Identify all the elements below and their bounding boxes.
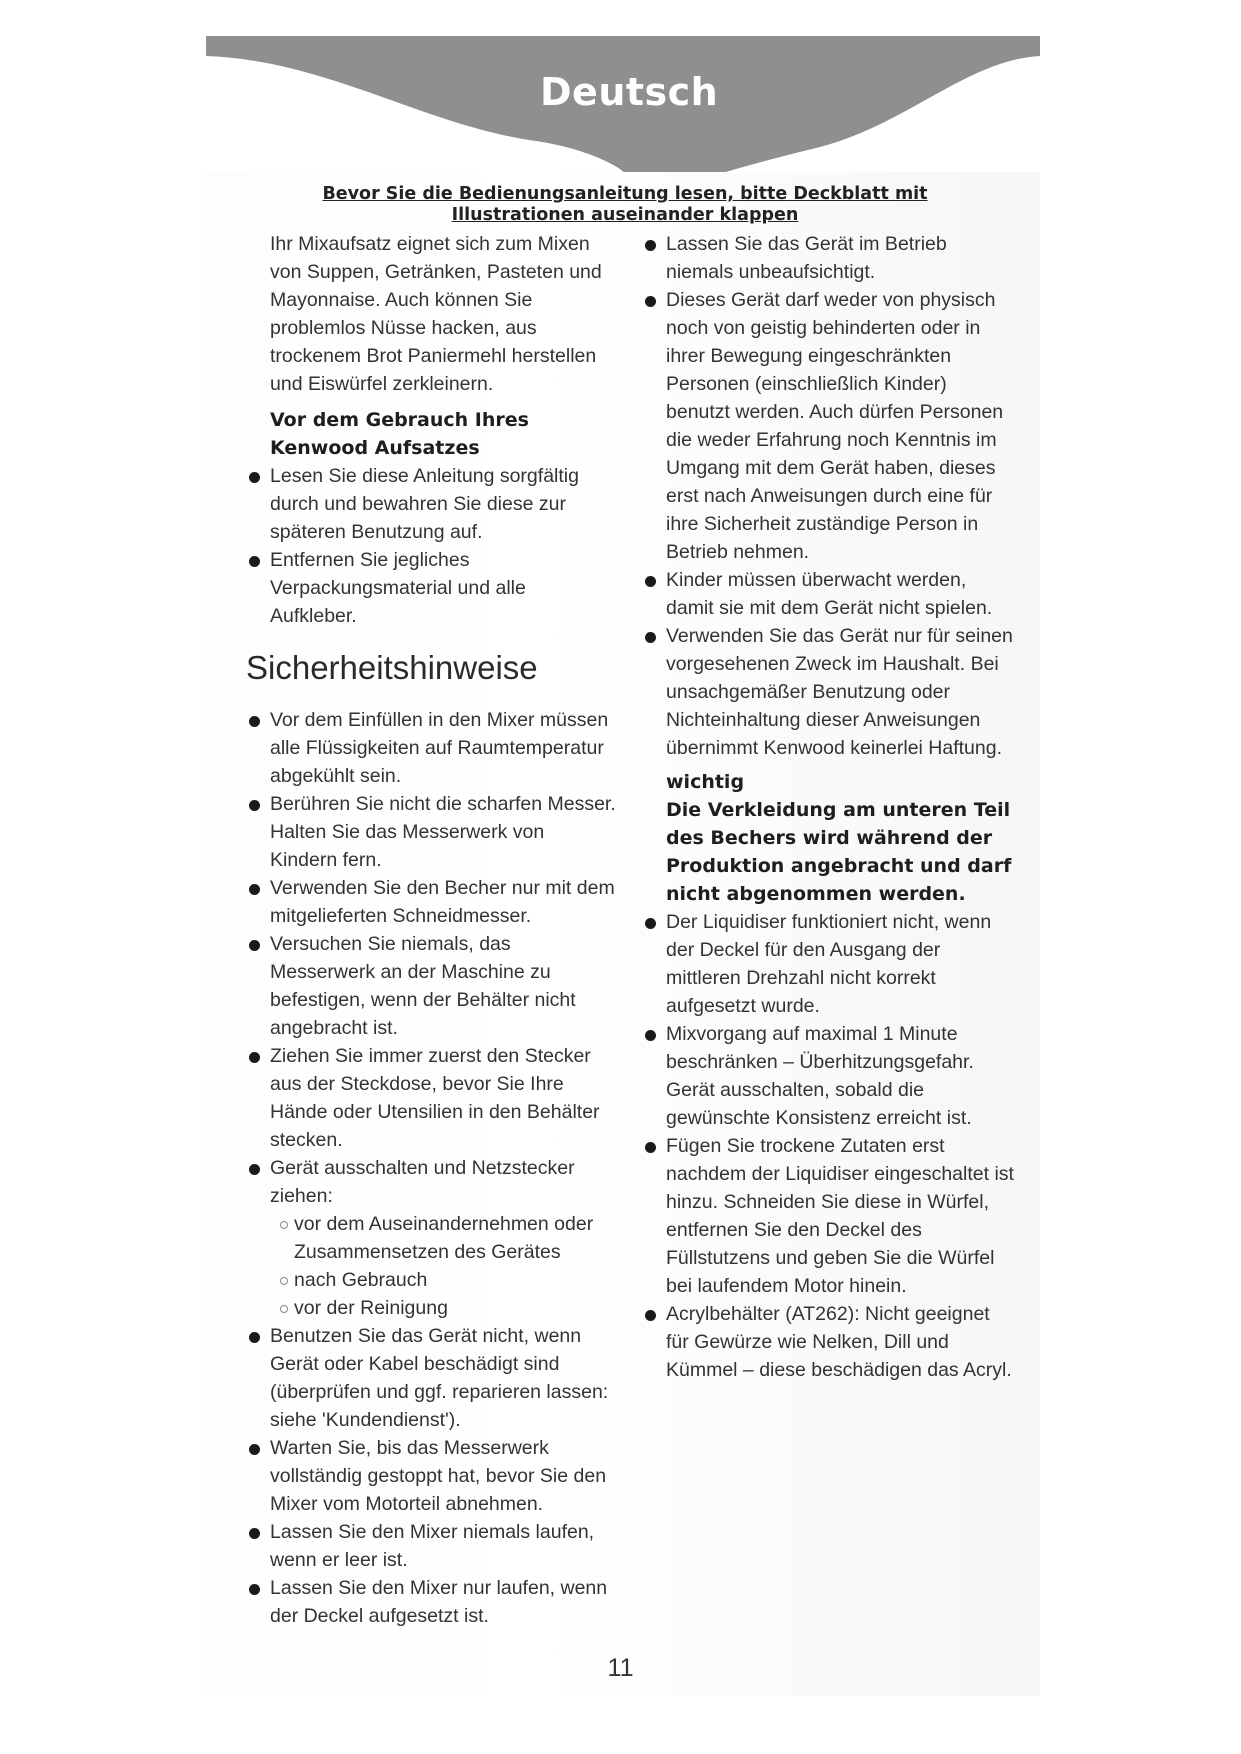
list-item: Dieses Gerät darf weder von physisch noch von geistig behinderten oder in ihrer Bewegung eingeschränkten Personen (einschließlich Kinder) benutzt werden. Auch dürfen Personen die weder Erfahrung noch Kenntnis im Umgang mit dem Gerät haben, dieses erst nach Anweisungen durch eine für ihre Sicherheit zuständige Person in Betrieb nehmen. — [642, 286, 1014, 566]
list-item: Ziehen Sie immer zuerst den Stecker aus der Steckdose, bevor Sie Ihre Hände oder Utensilien in den Behälter stecken. — [246, 1042, 616, 1154]
list-item: Benutzen Sie das Gerät nicht, wenn Gerät oder Kabel beschädigt sind (überprüfen und ggf. reparieren lassen: siehe 'Kundendienst'). — [246, 1322, 616, 1434]
list-item: Lassen Sie das Gerät im Betrieb niemals unbeaufsichtigt. — [642, 230, 1014, 286]
list-item: Acrylbehälter (AT262): Nicht geeignet für Gewürze wie Nelken, Dill und Kümmel – diese beschädigen das Acryl. — [642, 1300, 1014, 1384]
list-item-unplug — [246, 1154, 616, 1322]
sub-list-item: vor der Reinigung — [270, 1294, 616, 1322]
right-column — [642, 230, 1014, 1384]
list-item: Vor dem Einfüllen in den Mixer müssen alle Flüssigkeiten auf Raumtemperatur abgekühlt sein. — [246, 706, 616, 790]
sub-list-item: nach Gebrauch — [270, 1266, 616, 1294]
left-column — [246, 230, 616, 1630]
list-item: Lassen Sie den Mixer niemals laufen, wenn er leer ist. — [246, 1518, 616, 1574]
list-item: Warten Sie, bis das Messerwerk vollständig gestoppt hat, bevor Sie den Mixer vom Motorteil abnehmen. — [246, 1434, 616, 1518]
list-item: Lesen Sie diese Anleitung sorgfältig durch und bewahren Sie diese zur späteren Benutzung auf. — [246, 462, 616, 546]
before-use-list — [246, 462, 616, 630]
list-item: Fügen Sie trockene Zutaten erst nachdem der Liquidiser eingeschaltet ist hinzu. Schneiden Sie diese in Würfel, entfernen Sie den Deckel des Füllstutzens und geben Sie die Würfel bei laufendem Motor hinein. — [642, 1132, 1014, 1300]
list-item: Verwenden Sie das Gerät nur für seinen vorgesehenen Zweck im Haushalt. Bei unsachgemäßer Benutzung oder Nichteinhaltung dieser Anweisungen übernimmt Kenwood keinerlei Haftung. — [642, 622, 1014, 762]
list-item: Berühren Sie nicht die scharfen Messer. Halten Sie das Messerwerk von Kindern fern. — [246, 790, 616, 874]
sub-list-item: vor dem Auseinandernehmen oder Zusammensetzen des Gerätes — [270, 1210, 616, 1266]
list-item: Lassen Sie den Mixer nur laufen, wenn der Deckel aufgesetzt ist. — [246, 1574, 616, 1630]
list-item: Verwenden Sie den Becher nur mit dem mitgelieferten Schneidmesser. — [246, 874, 616, 930]
important-label: wichtig — [666, 771, 745, 793]
unplug-text: Gerät ausschalten und Netzstecker ziehen: — [270, 1157, 575, 1207]
list-item: Mixvorgang auf maximal 1 Minute beschränken – Überhitzungsgefahr. Gerät ausschalten, sobald die gewünschte Konsistenz erreicht ist. — [642, 1020, 1014, 1132]
list-item: Entfernen Sie jegliches Verpackungsmaterial und alle Aufkleber. — [246, 546, 616, 630]
safety-list — [246, 706, 616, 1630]
page-number: 11 — [607, 1654, 634, 1682]
list-item: Kinder müssen überwacht werden, damit sie mit dem Gerät nicht spielen. — [642, 566, 1014, 622]
intro-paragraph: Ihr Mixaufsatz eignet sich zum Mixen von Suppen, Getränken, Pasteten und Mayonnaise. Auch können Sie problemlos Nüsse hacken, aus trockenem Brot Paniermehl herstellen und Eiswürfel zerkleinern. — [270, 233, 602, 395]
safety-list-final — [642, 908, 1014, 1384]
language-title: Deutsch — [540, 70, 719, 114]
list-item: Versuchen Sie niemals, das Messerwerk an der Maschine zu befestigen, wenn der Behälter nicht angebracht ist. — [246, 930, 616, 1042]
list-item: Der Liquidiser funktioniert nicht, wenn der Deckel für den Ausgang der mittleren Drehzahl nicht korrekt aufgesetzt wurde. — [642, 908, 1014, 1020]
foldout-note: Bevor Sie die Bedienungsanleitung lesen, bitte Deckblatt mit Illustrationen auseinander klappen — [322, 184, 928, 225]
unplug-sublist — [270, 1210, 616, 1322]
important-text: Die Verkleidung am unteren Teil des Bechers wird während der Produktion angebracht und darf nicht abgenommen werden. — [666, 799, 1012, 905]
safety-list-continued — [642, 230, 1014, 762]
safety-heading: Sicherheitshinweise — [246, 649, 538, 686]
before-use-heading: Vor dem Gebrauch Ihres Kenwood Aufsatzes — [270, 409, 529, 459]
